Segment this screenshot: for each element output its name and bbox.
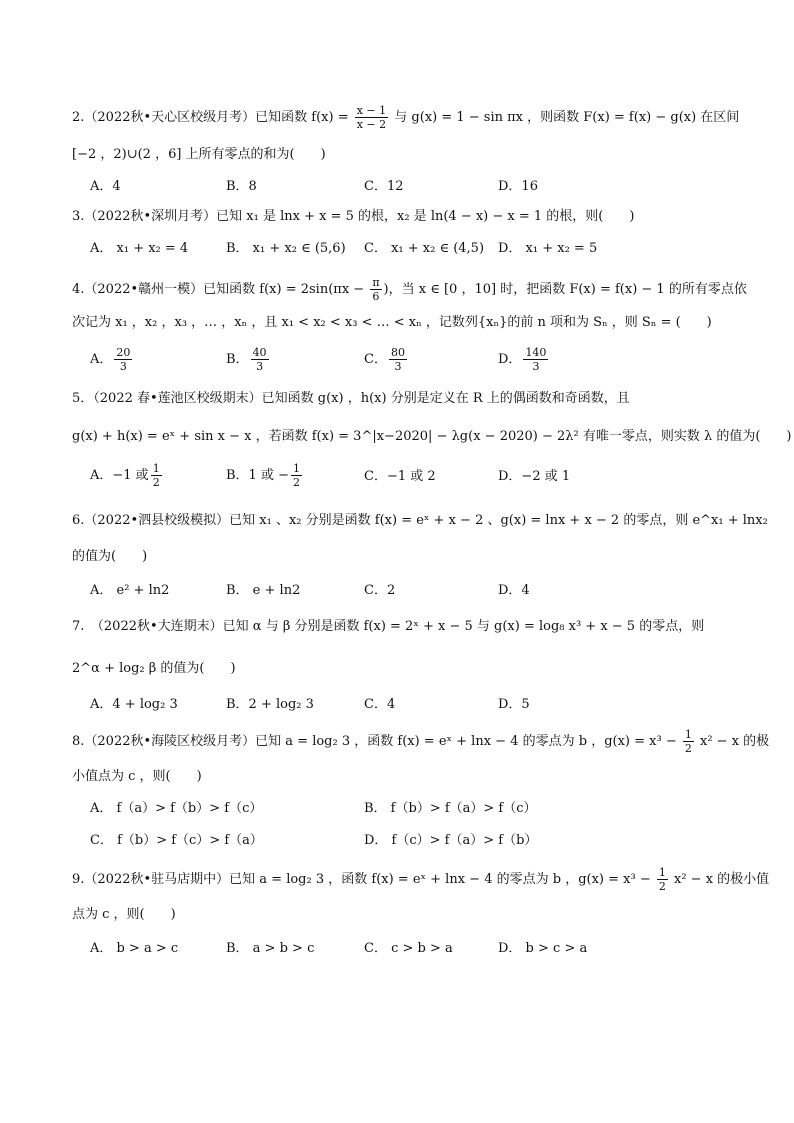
option-b[interactable]	[226, 462, 304, 489]
fraction-numerator: 140	[525, 346, 547, 359]
question-text: 2.（2022秋•天心区校级月考）已知函数 f(x) =	[72, 110, 353, 125]
fraction-numerator: 40	[252, 346, 267, 359]
fraction	[683, 728, 694, 755]
fraction-denominator: 3	[119, 360, 127, 373]
fraction	[114, 346, 132, 373]
option-a[interactable]: A． x₁ + x₂ = 4	[90, 241, 189, 256]
question-7-line-2: 2^α + log₂ β 的值为( )	[72, 661, 236, 676]
fraction-numerator: 1	[152, 462, 160, 475]
question-4-line-2: 次记为 x₁ ，x₂ ，x₃ ，… ，xₙ ，且 x₁ < x₂ < x₃ < … < xₙ ，记数列{xₙ}的前 n 项和为 Sₙ ，则 Sₙ = ( )	[72, 315, 712, 330]
fraction	[523, 346, 548, 373]
option-d[interactable]: D． x₁ + x₂ = 5	[498, 241, 598, 256]
question-text: 8.（2022秋•海陵区校级月考）已知 a = log₂ 3 ，函数 f(x) = eˣ + lnx − 4 的零点为 b ，g(x) = x³ −	[72, 734, 681, 749]
fraction	[291, 462, 302, 489]
question-text: x² − x 的极小值	[669, 872, 770, 887]
option-b[interactable]: B． e + ln2	[226, 583, 301, 598]
option-label: B．	[226, 352, 249, 367]
option-label: B．1 或 −	[226, 468, 289, 483]
option-a[interactable]	[90, 462, 164, 489]
fraction	[355, 104, 388, 131]
option-b[interactable]: B．2 + log₂ 3	[226, 697, 314, 712]
option-d[interactable]: D．4	[498, 583, 530, 598]
option-c[interactable]: C．4	[364, 697, 396, 712]
option-a[interactable]: A． b > a > c	[90, 941, 179, 956]
option-label: A．	[90, 352, 113, 367]
option-label: C．	[364, 352, 387, 367]
option-c[interactable]: C． f（b）> f（c）> f（a）	[90, 833, 263, 848]
question-2-line-2: [−2 ，2)∪(2 ，6] 上所有零点的和为( )	[72, 147, 326, 162]
fraction-numerator: π	[372, 276, 380, 289]
question-3-line-1: 3.（2022秋•深圳月考）已知 x₁ 是 lnx + x = 5 的根，x₂ 是 ln(4 − x) − x = 1 的根，则( )	[72, 209, 635, 224]
fraction-numerator: 1	[658, 866, 666, 879]
fraction-numerator: x − 1	[356, 104, 387, 117]
option-b[interactable]: B． f（b）> f（a）> f（c）	[364, 801, 537, 816]
fraction-denominator: 2	[658, 880, 666, 893]
question-6-line-1: 6.（2022•泗县校级模拟）已知 x₁ 、x₂ 分别是函数 f(x) = eˣ + x − 2 、g(x) = lnx + x − 2 的零点，则 e^x₁ + lnx₂	[72, 513, 768, 528]
fraction	[370, 276, 381, 303]
question-8-line-1	[72, 728, 770, 755]
option-c[interactable]: C． c > b > a	[364, 941, 453, 956]
question-7-line-1: 7. （2022秋•大连期末）已知 α 与 β 分别是函数 f(x) = 2ˣ + x − 5 与 g(x) = log₈ x³ + x − 5 的零点，则	[72, 619, 705, 634]
question-text: )，当 x ∈ [0 ，10] 时，把函数 F(x) = f(x) − 1 的所有零点依	[383, 282, 747, 297]
question-8-line-2: 小值点为 c ，则( )	[72, 769, 202, 784]
fraction	[389, 346, 407, 373]
fraction-numerator: 80	[390, 346, 405, 359]
question-text: 与 g(x) = 1 − sin πx ，则函数 F(x) = f(x) − g(x) 在区间	[390, 110, 740, 125]
option-b[interactable]: B．8	[226, 179, 257, 194]
option-a[interactable]: A．4 + log₂ 3	[90, 697, 178, 712]
question-text: 9.（2022秋•驻马店期中）已知 a = log₂ 3 ，函数 f(x) = eˣ + lnx − 4 的零点为 b ，g(x) = x³ −	[72, 872, 655, 887]
question-5-line-2: g(x) + h(x) = eˣ + sin x − x ，若函数 f(x) = 3^|x−2020| − λg(x − 2020) − 2λ² 有唯一零点，则实数 λ 的值为( )	[72, 429, 792, 444]
question-5-line-1: 5．（2022 春•莲池区校级期末）已知函数 g(x) ，h(x) 分别是定义在 R 上的偶函数和奇函数，且	[72, 391, 630, 406]
fraction-denominator: 6	[372, 290, 380, 303]
question-4-line-1	[72, 276, 747, 303]
option-a[interactable]: A． e² + ln2	[90, 583, 170, 598]
fraction-denominator: 2	[684, 742, 692, 755]
fraction	[251, 346, 269, 373]
option-b[interactable]: B． a > b > c	[226, 941, 315, 956]
question-2-line-1	[72, 104, 740, 131]
fraction-denominator: 2	[152, 476, 160, 489]
fraction-numerator: 1	[292, 462, 300, 475]
question-text: x² − x 的极	[695, 734, 770, 749]
fraction-denominator: x − 2	[356, 118, 387, 131]
option-a[interactable]: A． f（a）> f（b）> f（c）	[90, 801, 263, 816]
fraction-denominator: 2	[292, 476, 300, 489]
option-c[interactable]: C．−1 或 2	[364, 469, 436, 484]
option-c[interactable]	[364, 346, 409, 373]
fraction-denominator: 3	[394, 360, 402, 373]
option-a[interactable]	[90, 346, 134, 373]
option-a[interactable]: A．4	[90, 179, 121, 194]
option-d[interactable]: D． b > c > a	[498, 941, 588, 956]
question-9-line-2: 点为 c ，则( )	[72, 907, 176, 922]
fraction	[657, 866, 668, 893]
option-d[interactable]: D．5	[498, 697, 530, 712]
option-c[interactable]: C． x₁ + x₂ ∈ (4,5)	[364, 241, 485, 256]
option-b[interactable]	[226, 346, 271, 373]
option-d[interactable]	[498, 346, 550, 373]
fraction-denominator: 3	[532, 360, 540, 373]
option-b[interactable]: B． x₁ + x₂ ∈ (5,6)	[226, 241, 346, 256]
option-d[interactable]: D．−2 或 1	[498, 469, 571, 484]
option-label: A．−1 或	[90, 468, 149, 483]
fraction-numerator: 1	[684, 728, 692, 741]
fraction-denominator: 3	[256, 360, 264, 373]
option-d[interactable]: D．16	[498, 179, 538, 194]
fraction	[151, 462, 162, 489]
question-6-line-2: 的值为( )	[72, 549, 148, 564]
option-d[interactable]: D． f（c）> f（a）> f（b）	[364, 833, 538, 848]
question-9-line-1	[72, 866, 770, 893]
option-label: D．	[498, 352, 522, 367]
question-text: 4.（2022•赣州一模）已知函数 f(x) = 2sin(πx −	[72, 282, 369, 297]
option-c[interactable]: C．2	[364, 583, 396, 598]
fraction-numerator: 20	[116, 346, 131, 359]
option-c[interactable]: C．12	[364, 179, 404, 194]
